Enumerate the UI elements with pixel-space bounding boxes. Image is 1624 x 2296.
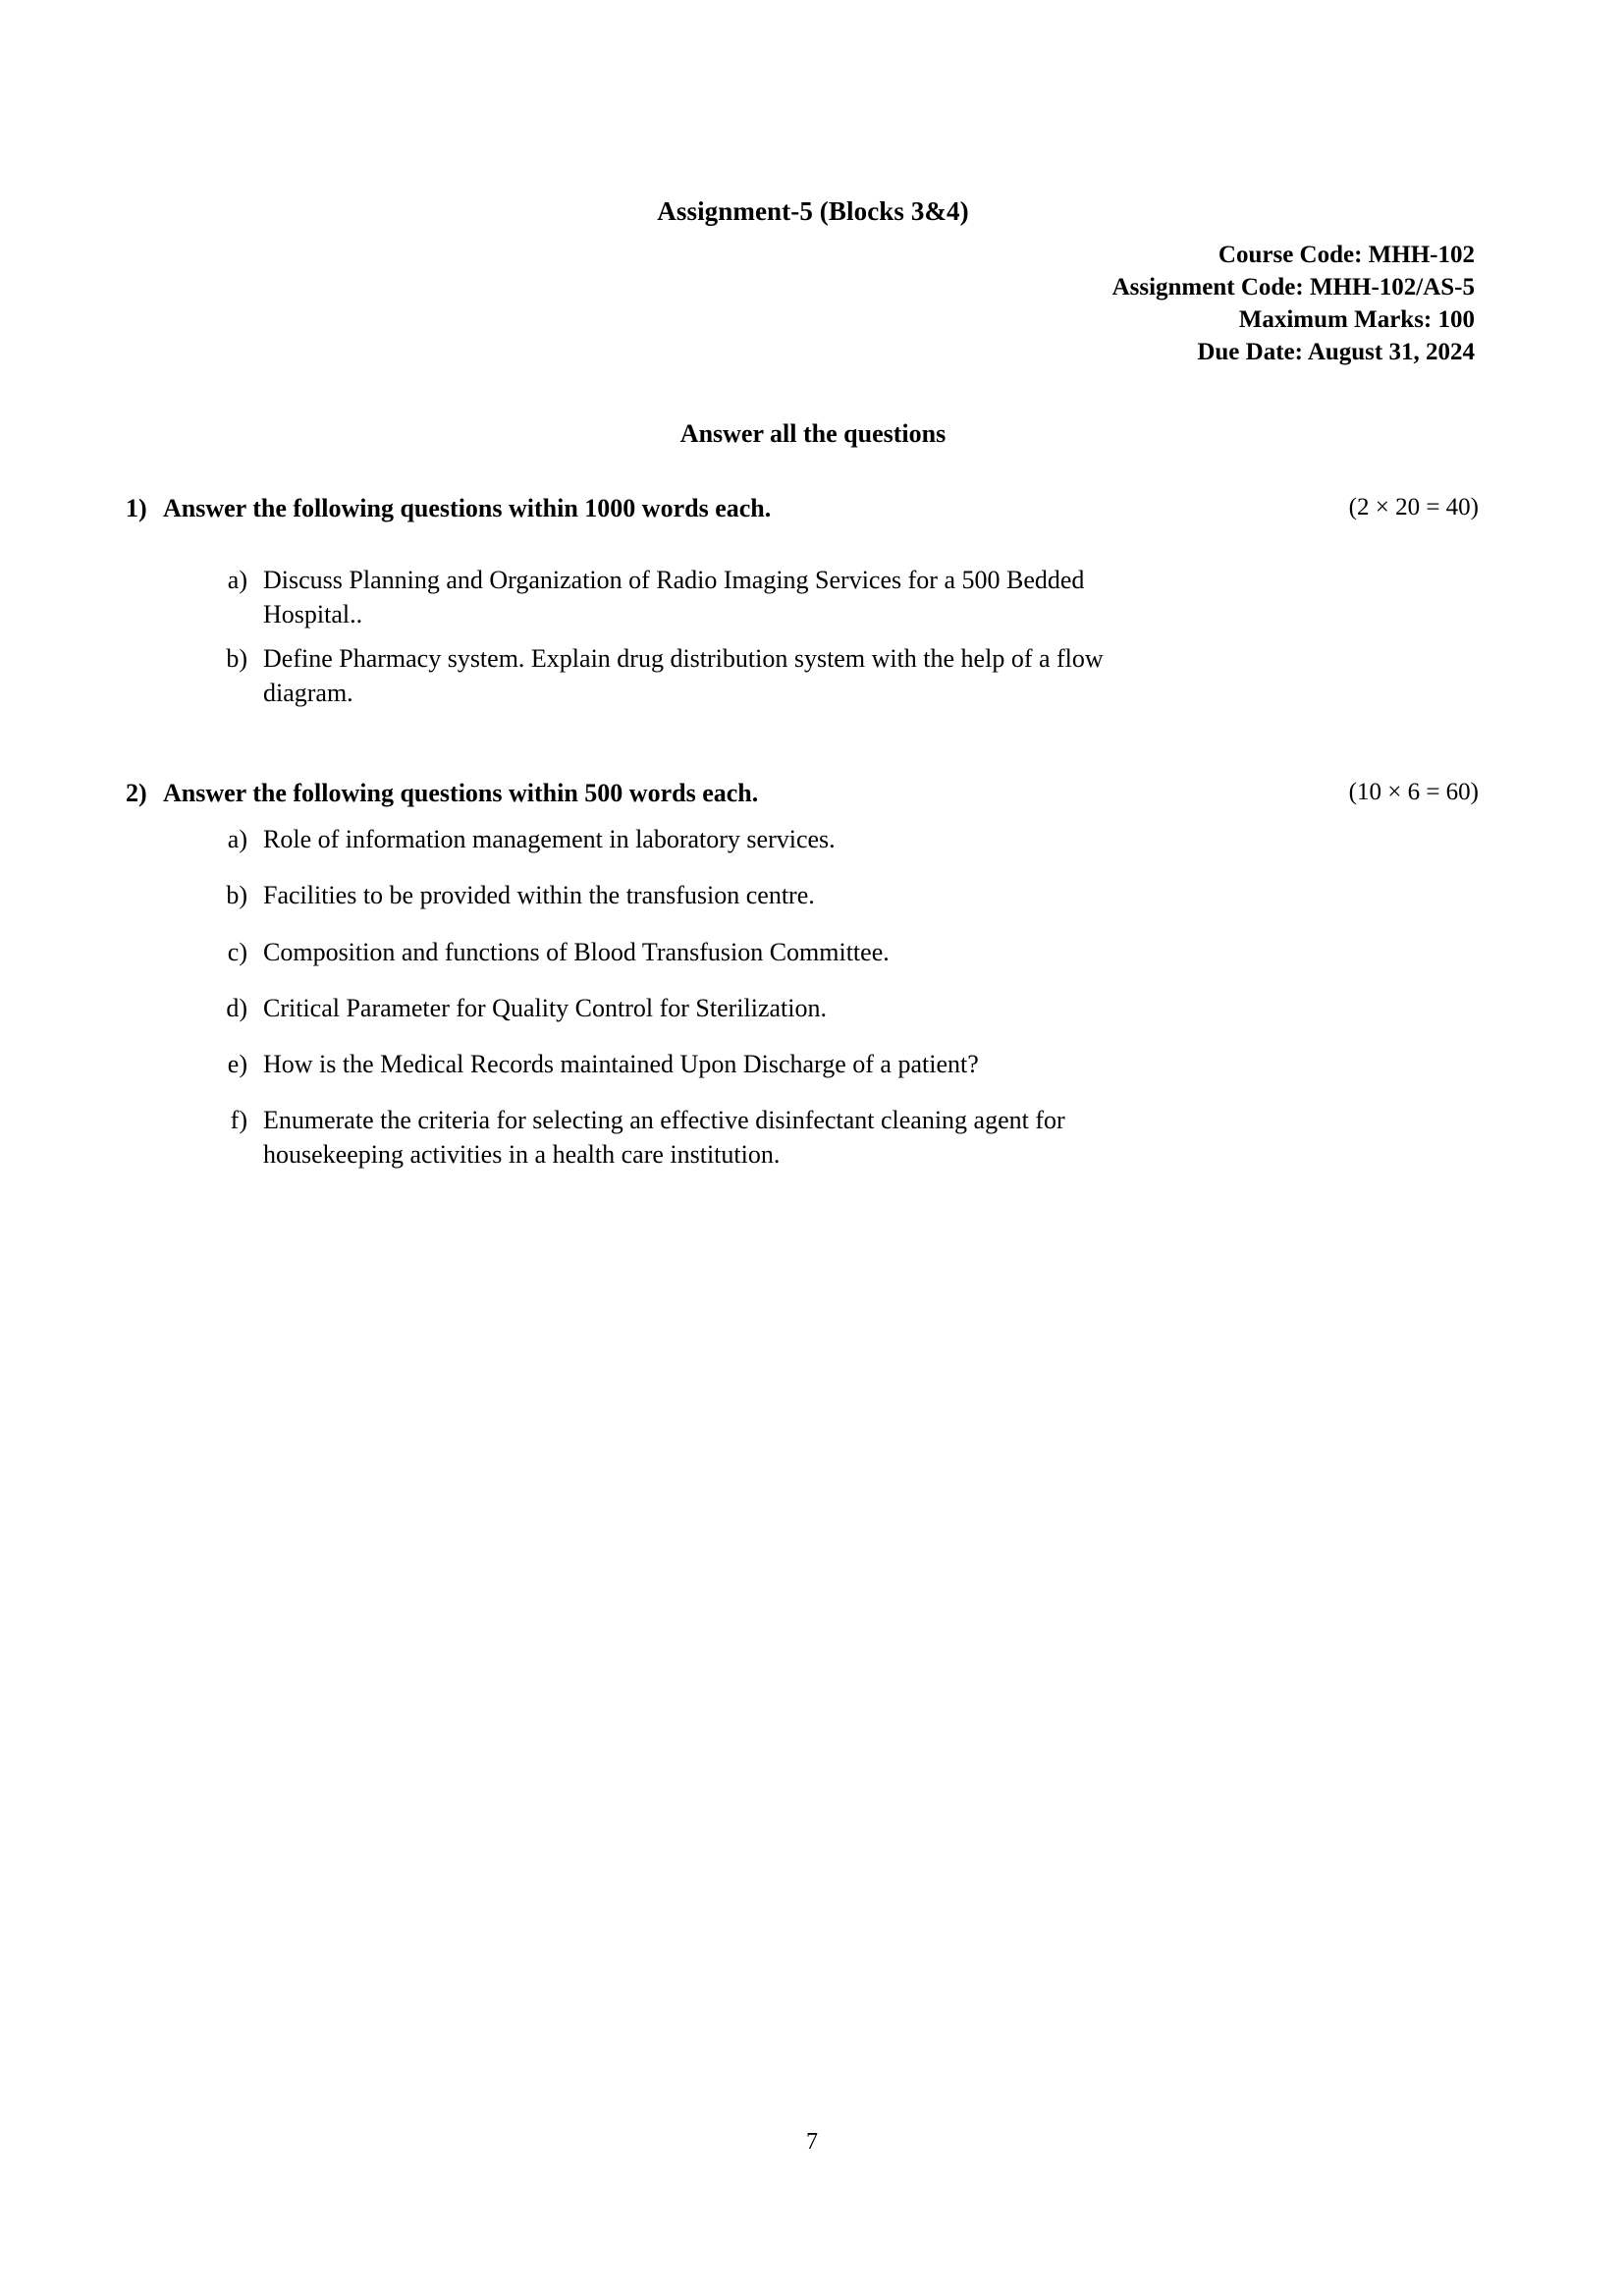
question-text: Facilities to be provided within the transfusion centre. bbox=[263, 881, 815, 910]
question-text: Discuss Planning and Organization of Radio Imaging Services for a 500 Bedded Hospital.. bbox=[263, 566, 1085, 629]
question-text: Define Pharmacy system. Explain drug distribution system with the help of a flow diagram. bbox=[263, 644, 1104, 708]
question-label: b) bbox=[226, 881, 247, 910]
section-2-question-list bbox=[126, 822, 1500, 1172]
question-text: Critical Parameter for Quality Control for Sterilization. bbox=[263, 993, 828, 1022]
meta-assignment-code: Assignment Code: MHH-102/AS-5 bbox=[1111, 274, 1475, 301]
question-label: c) bbox=[227, 937, 247, 966]
course-meta-block bbox=[126, 239, 1475, 368]
question-label: a) bbox=[227, 825, 247, 854]
question-label: d) bbox=[226, 993, 247, 1022]
section-1 bbox=[126, 494, 1500, 710]
question-text: Composition and functions of Blood Transfusion Committee. bbox=[263, 937, 890, 966]
section-1-marks: (2 × 20 = 40) bbox=[1348, 494, 1479, 520]
section-2-number: 2) bbox=[126, 779, 147, 808]
section-1-question-list bbox=[126, 563, 1500, 710]
meta-maximum-marks: Maximum Marks: 100 bbox=[1238, 306, 1475, 333]
section-2-heading bbox=[126, 779, 1500, 808]
section-1-title: Answer the following questions within 1000 words each. bbox=[163, 494, 772, 522]
list-item bbox=[212, 878, 1500, 912]
document-body bbox=[126, 196, 1500, 1193]
section-1-heading bbox=[126, 494, 1500, 523]
list-item bbox=[212, 641, 1500, 710]
question-label: e) bbox=[227, 1049, 247, 1078]
question-label: b) bbox=[226, 644, 247, 674]
question-text: How is the Medical Records maintained Upon Discharge of a patient? bbox=[263, 1049, 979, 1078]
question-text: Role of information management in laboratory services. bbox=[263, 825, 836, 854]
list-item bbox=[212, 1047, 1500, 1081]
section-2 bbox=[126, 779, 1500, 1172]
section-2-marks: (10 × 6 = 60) bbox=[1348, 779, 1479, 806]
page-title: Assignment-5 (Blocks 3&4) bbox=[657, 196, 969, 226]
question-label: a) bbox=[227, 566, 247, 594]
list-item bbox=[212, 991, 1500, 1025]
section-2-title: Answer the following questions within 500 words each. bbox=[163, 779, 759, 808]
section-1-number: 1) bbox=[126, 494, 147, 522]
list-item bbox=[212, 563, 1500, 631]
question-label: f) bbox=[230, 1105, 247, 1134]
question-text: Enumerate the criteria for selecting an effective disinfectant cleaning agent for housekeeping activities in a health care institution. bbox=[263, 1105, 1065, 1169]
instruction-line: Answer all the questions bbox=[679, 419, 947, 448]
meta-due-date: Due Date: August 31, 2024 bbox=[1197, 339, 1475, 365]
list-item bbox=[212, 935, 1500, 969]
meta-course-code: Course Code: MHH-102 bbox=[1218, 242, 1475, 268]
list-item bbox=[212, 1103, 1500, 1172]
list-item bbox=[212, 822, 1500, 856]
page-number: 7 bbox=[806, 2129, 818, 2155]
